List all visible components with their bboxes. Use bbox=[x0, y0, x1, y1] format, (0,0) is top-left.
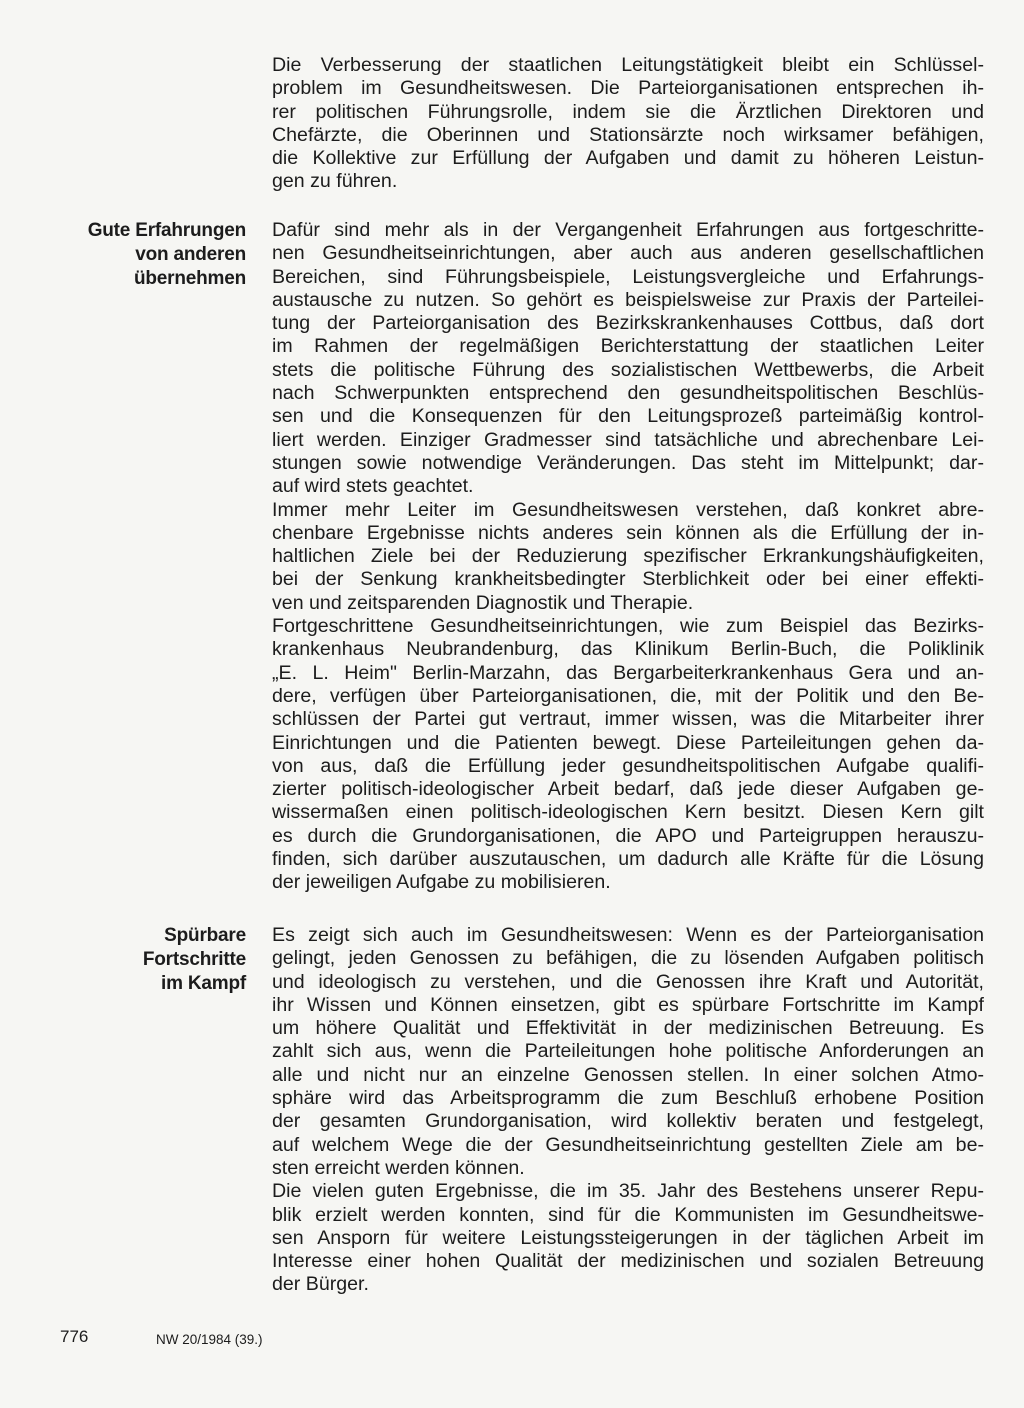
text-line: im Rahmen der regelmäßigen Berichterstattung der staatlichen Leiter bbox=[272, 335, 984, 358]
text-line: schlüssen der Partei gut vertraut, immer wissen, was die Mitarbeiter ihrer bbox=[272, 708, 984, 731]
text-line: sen Ansporn für weitere Leistungssteigerungen in der täglichen Arbeit im bbox=[272, 1226, 984, 1249]
text-line: alle und nicht nur an einzelne Genossen stellen. In einer solchen Atmo- bbox=[272, 1063, 984, 1086]
text-line: stungen sowie notwendige Veränderungen. Das steht im Mittelpunkt; dar- bbox=[272, 451, 984, 474]
text-line: chenbare Ergebnisse nichts anderes sein können als die Erfüllung der in- bbox=[272, 521, 984, 544]
text-line: auf welchem Wege die der Gesundheitseinrichtung gestellten Ziele am be- bbox=[272, 1133, 984, 1156]
text-line: Immer mehr Leiter im Gesundheitswesen verstehen, daß konkret abre- bbox=[272, 498, 984, 521]
text-line: Chefärzte, die Oberinnen und Stationsärzte noch wirksamer befähigen, bbox=[272, 123, 984, 146]
text-line: Fortgeschrittene Gesundheitseinrichtungen, wie zum Beispiel das Bezirks- bbox=[272, 615, 984, 638]
text-line: austausche zu nutzen. So gehört es beispielsweise zur Praxis der Parteilei- bbox=[272, 288, 984, 311]
margin-heading-line: Gute Erfahrungen bbox=[87, 220, 246, 241]
text-line: Dafür sind mehr als in der Vergangenheit Erfahrungen aus fortgeschritte- bbox=[272, 219, 984, 241]
margin-heading-gute-erfahrungen bbox=[86, 219, 246, 291]
section-gute-erfahrungen bbox=[272, 219, 984, 895]
text-line: zierter politisch-ideologischer Arbeit bedarf, daß jede dieser Aufgaben ge- bbox=[272, 778, 984, 801]
text-line: stets die politische Führung des sozialistischen Wettbewerbs, die Arbeit bbox=[272, 358, 984, 381]
text-line: zahlt sich aus, wenn die Parteileitungen hohe politische Anforderungen an bbox=[272, 1040, 984, 1063]
text-line: der jeweiligen Aufgabe zu mobilisieren. bbox=[272, 871, 611, 894]
margin-heading-line: übernehmen bbox=[133, 268, 246, 289]
text-line: dere, verfügen über Parteiorganisationen, die, mit der Politik und den Be- bbox=[272, 684, 984, 707]
section-spuerbare-fortschritte bbox=[272, 924, 984, 1297]
text-line: tung der Parteiorganisation des Bezirkskrankenhauses Cottbus, daß dort bbox=[272, 312, 984, 335]
text-line: blik erzielt werden konnten, sind für die Kommunisten im Gesundheitswe- bbox=[272, 1203, 984, 1226]
text-line: Die Verbesserung der staatlichen Leitungstätigkeit bleibt ein Schlüssel- bbox=[272, 54, 984, 76]
margin-heading-spuerbare-fortschritte bbox=[86, 924, 246, 996]
text-line: sen und die Konsequenzen für den Leitungsprozeß parteimäßig kontrol- bbox=[272, 405, 984, 428]
text-line: finden, sich darüber auszutauschen, um dadurch alle Kräfte für die Lösung bbox=[272, 848, 984, 871]
text-line: ven und zeitsparenden Diagnostik und Therapie. bbox=[272, 591, 694, 614]
margin-heading-line: Fortschritte bbox=[142, 949, 246, 970]
margin-heading-line: Spürbare bbox=[164, 925, 246, 946]
text-line: nach Schwerpunkten entsprechend den gesundheitspolitischen Beschlüs- bbox=[272, 382, 984, 405]
text-line: ihr Wissen und Können einsetzen, gibt es spürbare Fortschritte im Kampf bbox=[272, 993, 984, 1016]
text-line: problem im Gesundheitswesen. Die Parteiorganisationen entsprechen ih- bbox=[272, 77, 984, 100]
issue-reference: NW 20/1984 (39.) bbox=[156, 1332, 263, 1347]
text-line: um höhere Qualität und Effektivität in der medizinischen Betreuung. Es bbox=[272, 1017, 984, 1040]
text-line: Es zeigt sich auch im Gesundheitswesen: Wenn es der Parteiorganisation bbox=[272, 924, 984, 946]
text-line: gelingt, jeden Genossen zu befähigen, die zu lösenden Aufgaben politisch bbox=[272, 947, 984, 970]
text-line: haltlichen Ziele bei der Reduzierung spezifischer Erkrankungshäufigkeiten, bbox=[272, 545, 984, 568]
text-line: Die vielen guten Ergebnisse, die im 35. Jahr des Bestehens unserer Repu- bbox=[272, 1180, 984, 1203]
text-line: bei der Senkung krankheitsbedingter Sterblichkeit oder bei einer effekti- bbox=[272, 568, 984, 591]
text-line: sphäre wird das Arbeitsprogramm die zum Beschluß erhobene Position bbox=[272, 1087, 984, 1110]
text-line: sten erreicht werden können. bbox=[272, 1156, 525, 1179]
text-line: Einrichtungen und die Patienten bewegt. Diese Parteileitungen gehen da- bbox=[272, 731, 984, 754]
text-line: Interesse einer hohen Qualität der medizinischen und sozialen Betreuung bbox=[272, 1250, 984, 1273]
text-line: wissermaßen einen politisch-ideologischen Kern besitzt. Diesen Kern gilt bbox=[272, 801, 984, 824]
text-line: es durch die Grundorganisationen, die APO und Parteigruppen herauszu- bbox=[272, 824, 984, 847]
text-line: auf wird stets geachtet. bbox=[272, 475, 474, 498]
text-line: liert werden. Einziger Gradmesser sind tatsächliche und abrechenbare Lei- bbox=[272, 428, 984, 451]
text-line: gen zu führen. bbox=[272, 170, 398, 193]
text-line: von aus, daß die Erfüllung jeder gesundheitspolitischen Aufgabe qualifi- bbox=[272, 754, 984, 777]
text-line: „E. L. Heim" Berlin-Marzahn, das Bergarbeiterkrankenhaus Gera und an- bbox=[272, 661, 984, 684]
text-line: Bereichen, sind Führungsbeispiele, Leistungsvergleiche und Erfahrungs- bbox=[272, 265, 984, 288]
text-line: nen Gesundheitseinrichtungen, aber auch aus anderen gesellschaftlichen bbox=[272, 242, 984, 265]
margin-heading-line: von anderen bbox=[135, 244, 246, 265]
text-line: und ideologisch zu verstehen, und die Genossen ihre Kraft und Autorität, bbox=[272, 970, 984, 993]
margin-heading-line: im Kampf bbox=[161, 973, 246, 994]
text-line: die Kollektive zur Erfüllung der Aufgaben und damit zu höheren Leistun- bbox=[272, 147, 984, 170]
text-line: der Bürger. bbox=[272, 1273, 369, 1296]
paragraph-intro bbox=[272, 54, 984, 194]
text-line: krankenhaus Neubrandenburg, das Klinikum Berlin-Buch, die Poliklinik bbox=[272, 638, 984, 661]
text-line: der gesamten Grundorganisation, wird kollektiv beraten und festgelegt, bbox=[272, 1110, 984, 1133]
page-number: 776 bbox=[60, 1327, 89, 1346]
text-line: rer politischen Führungsrolle, indem sie die Ärztlichen Direktoren und bbox=[272, 100, 984, 123]
